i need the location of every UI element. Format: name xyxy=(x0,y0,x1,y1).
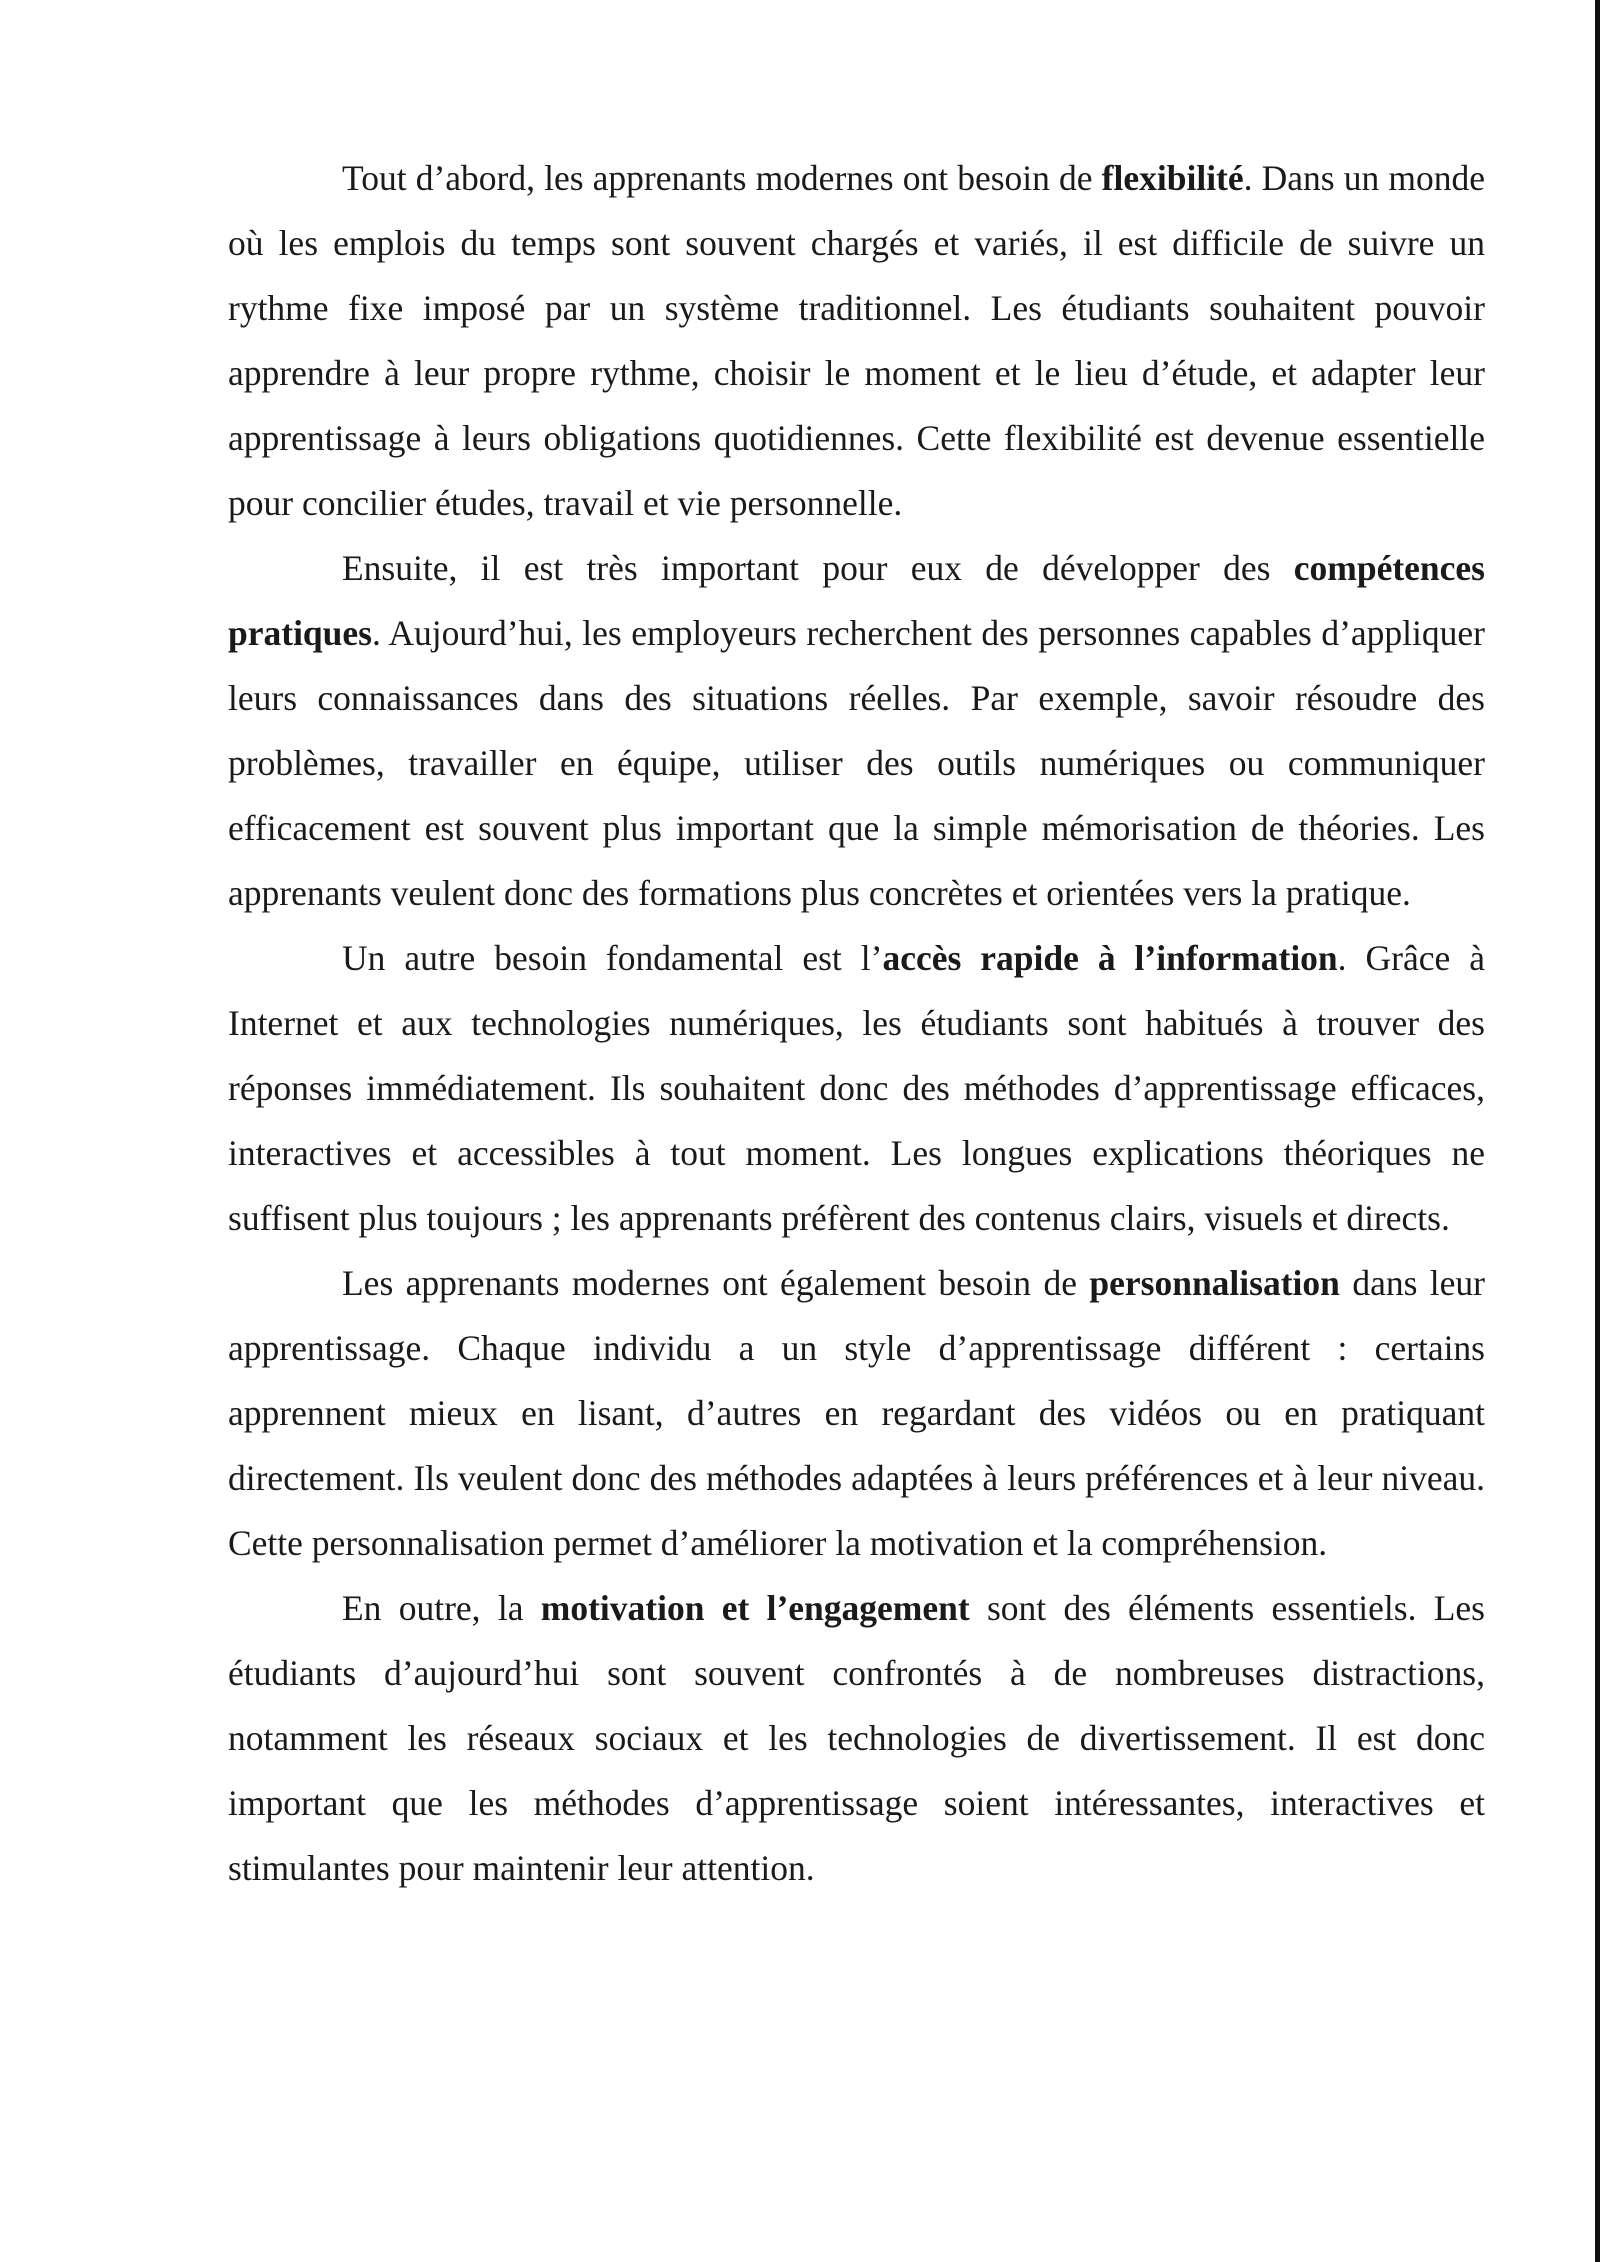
paragraph-text: dans leur apprentissage. Chaque individu a un style d’apprentissage différent : certains apprennent mieux en lisant, d’autres en regardant des vidéos ou en pratiquant directement. Ils veulent donc des méthodes adaptées à leurs préférences et à leur niveau. Cette personnalisation permet d’améliorer la motivation et la compréhension. xyxy=(228,1263,1485,1563)
paragraph-text: En outre, la xyxy=(342,1588,541,1628)
bold-term-competences-pratiques: compétences pratiques xyxy=(228,548,1485,653)
page-edge-border xyxy=(1595,0,1600,2262)
document-body xyxy=(228,146,1485,1901)
paragraph-motivation-engagement xyxy=(228,1576,1485,1901)
paragraph-flexibilite xyxy=(228,146,1485,536)
paragraph-text: sont des éléments essentiels. Les étudiants d’aujourd’hui sont souvent confrontés à de nombreuses distractions, notamment les réseaux sociaux et les technologies de divertissement. Il est donc important que les méthodes d’apprentissage soient intéressantes, interactives et stimulantes pour maintenir leur attention. xyxy=(228,1588,1485,1888)
bold-term-motivation-engagement: motivation et l’engagement xyxy=(540,1588,970,1628)
bold-term-personnalisation: personnalisation xyxy=(1089,1263,1340,1303)
paragraph-text: . Dans un monde où les emplois du temps sont souvent chargés et variés, il est difficile de suivre un rythme fixe imposé par un système traditionnel. Les étudiants souhaitent pouvoir apprendre à leur propre rythme, choisir le moment et le lieu d’étude, et adapter leur apprentissage à leurs obligations quotidiennes. Cette flexibilité est devenue essentielle pour concilier études, travail et vie personnelle. xyxy=(228,158,1485,523)
bold-term-flexibilite: flexibilité xyxy=(1101,158,1244,198)
paragraph-text: Ensuite, il est très important pour eux de développer des xyxy=(342,548,1294,588)
paragraph-text: . Grâce à Internet et aux technologies numériques, les étudiants sont habitués à trouver des réponses immédiatement. Ils souhaitent donc des méthodes d’apprentissage efficaces, interactives et accessibles à tout moment. Les longues explications théoriques ne suffisent plus toujours ; les apprenants préfèrent des contenus clairs, visuels et directs. xyxy=(228,938,1485,1238)
paragraph-text: Les apprenants modernes ont également besoin de xyxy=(342,1263,1090,1303)
paragraph-text: Tout d’abord, les apprenants modernes ont besoin de xyxy=(342,158,1102,198)
bold-term-acces-information: accès rapide à l’information xyxy=(882,938,1338,978)
paragraph-text: Un autre besoin fondamental est l’ xyxy=(342,938,883,978)
paragraph-competences-pratiques xyxy=(228,536,1485,926)
paragraph-text: . Aujourd’hui, les employeurs recherchent des personnes capables d’appliquer leurs connaissances dans des situations réelles. Par exemple, savoir résoudre des problèmes, travailler en équipe, utiliser des outils numériques ou communiquer efficacement est souvent plus important que la simple mémorisation de théories. Les apprenants veulent donc des formations plus concrètes et orientées vers la pratique. xyxy=(228,613,1485,913)
paragraph-personnalisation xyxy=(228,1251,1485,1576)
paragraph-acces-information xyxy=(228,926,1485,1251)
